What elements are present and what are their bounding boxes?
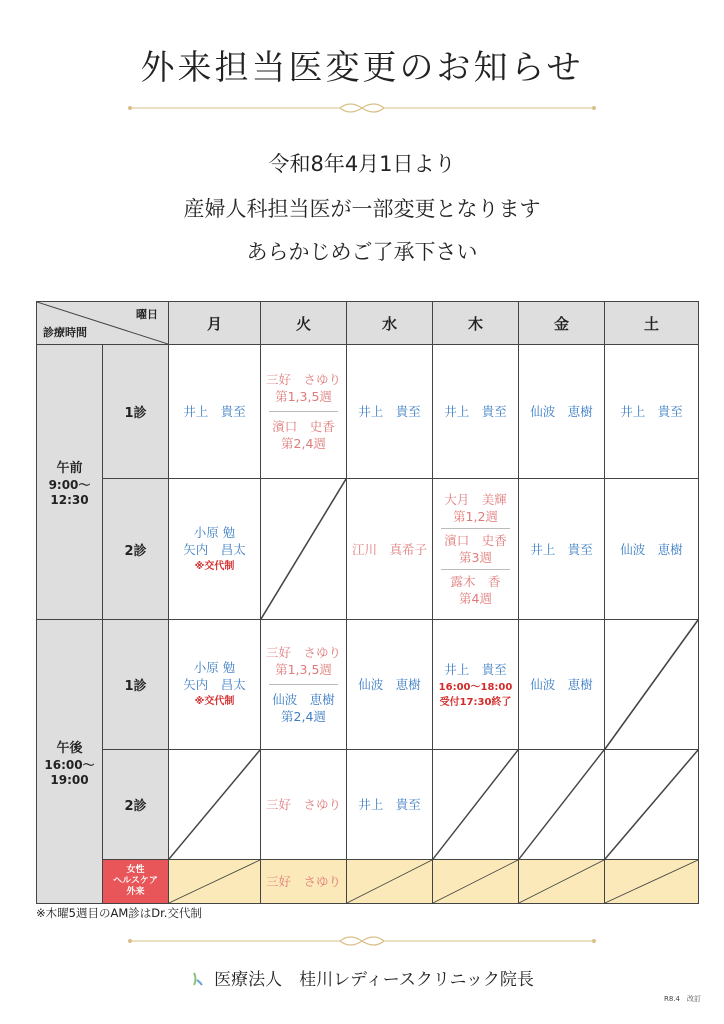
announcement-line-1: 令和8年4月1日より	[268, 152, 456, 176]
am2-thu-a-name: 大月 美輝	[444, 492, 507, 507]
pm-period-label	[37, 620, 103, 904]
women-thu-empty	[433, 860, 519, 904]
clinic-logo-icon	[190, 971, 204, 987]
pm1-sat-empty	[605, 620, 699, 750]
am2-thu-b-week: 第3週	[459, 550, 492, 565]
am2-thu-c-week: 第4週	[459, 591, 492, 606]
ornament-divider-bottom	[120, 933, 604, 949]
pm1-thu-name: 井上 貴至	[444, 662, 507, 677]
am-time: 9:00〜 12:30	[48, 478, 91, 507]
am1-wed: 井上 貴至	[347, 345, 433, 479]
pm1-thu-time: 16:00〜18:00	[438, 682, 513, 693]
pm2-tue: 三好 さゆり	[261, 750, 347, 860]
corner-day-label: 曜日	[136, 308, 158, 321]
am2-thu-a-week: 第1,2週	[453, 509, 498, 524]
schedule-table	[36, 301, 699, 904]
am2-mon-line2: 矢内 昌太	[183, 541, 246, 557]
announcement-line-3: あらかじめご了承下さい	[246, 240, 478, 264]
am-slot2-label: 2診	[103, 479, 169, 620]
am1-tue-b-name: 濱口 史香	[272, 419, 335, 434]
day-header-thu: 木	[433, 302, 519, 345]
am-slot1-label: 1診	[103, 345, 169, 479]
women-wed-empty	[347, 860, 433, 904]
pm2-sat-empty	[605, 750, 699, 860]
day-header-mon: 月	[169, 302, 261, 345]
am2-thu-b-name: 濱口 史香	[444, 533, 507, 548]
pm1-mon-line1: 小原 勉	[193, 660, 236, 675]
am1-tue-b-week: 第2,4週	[281, 436, 326, 451]
pm2-thu-empty	[433, 750, 519, 860]
pm1-tue-b-name: 仙波 恵樹	[272, 692, 335, 707]
women-sat-empty	[605, 860, 699, 904]
pm1-wed: 仙波 恵樹	[347, 620, 433, 750]
am1-thu: 井上 貴至	[433, 345, 519, 479]
corner-time-label: 診療時間	[43, 326, 87, 339]
page-title: 外来担当医変更のお知らせ	[140, 48, 584, 88]
am1-tue-a-week: 第1,3,5週	[275, 389, 332, 404]
am1-tue-a-name: 三好 さゆり	[265, 372, 341, 387]
pm-slot2-label: 2診	[103, 750, 169, 860]
am2-thu	[433, 479, 519, 620]
am2-sat: 仙波 恵樹	[605, 479, 699, 620]
pm1-tue-a-name: 三好 さゆり	[265, 645, 341, 660]
am1-tue	[261, 345, 347, 479]
pm-time: 16:00〜 19:00	[44, 757, 95, 787]
ornament-divider-top	[120, 100, 604, 116]
pm1-tue-a-week: 第1,3,5週	[275, 662, 332, 677]
day-header-tue: 火	[261, 302, 347, 345]
am2-mon-line1: 小原 勉	[193, 524, 236, 540]
pm-slot1-label: 1診	[103, 620, 169, 750]
pm1-mon	[169, 620, 261, 750]
women-mon-empty	[169, 860, 261, 904]
pm1-mon-line2: 矢内 昌太	[183, 677, 246, 692]
am2-wed: 江川 真希子	[347, 479, 433, 620]
am1-mon: 井上 貴至	[169, 345, 261, 479]
am2-mon-note: ※交代制	[194, 560, 235, 572]
am2-fri: 井上 貴至	[519, 479, 605, 620]
women-health-label: 女性 ヘルスケア 外来	[103, 860, 169, 904]
pm2-fri-empty	[519, 750, 605, 860]
women-fri-empty	[519, 860, 605, 904]
pm2-wed: 井上 貴至	[347, 750, 433, 860]
women-tue: 三好 さゆり	[261, 860, 347, 904]
am-period-label	[37, 345, 103, 620]
am2-thu-c-name: 露木 香	[450, 574, 501, 589]
pm1-mon-note: ※交代制	[194, 696, 235, 707]
clinic-name: 医療法人 桂川レディースクリニック院長	[214, 970, 534, 990]
corner-header	[37, 302, 169, 345]
am1-fri: 仙波 恵樹	[519, 345, 605, 479]
am2-tue-empty	[261, 479, 347, 620]
pm1-tue-b-week: 第2,4週	[281, 709, 326, 724]
pm-label: 午後	[56, 740, 83, 756]
day-header-wed: 水	[347, 302, 433, 345]
footnote: ※木曜5週目のAM診はDr.交代制	[36, 906, 202, 920]
pm1-tue	[261, 620, 347, 750]
announcement-line-2: 産婦人科担当医が一部変更となります	[183, 197, 541, 221]
am2-mon	[169, 479, 261, 620]
pm1-thu-note: 受付17:30終了	[439, 697, 512, 708]
am-label: 午前	[56, 461, 83, 476]
day-header-fri: 金	[519, 302, 605, 345]
pm1-fri: 仙波 恵樹	[519, 620, 605, 750]
day-header-sat: 土	[605, 302, 699, 345]
revision-label: R8.4 改訂	[664, 995, 701, 1003]
clinic-footer	[0, 965, 724, 990]
am1-sat: 井上 貴至	[605, 345, 699, 479]
pm1-thu	[433, 620, 519, 750]
pm2-mon-empty	[169, 750, 261, 860]
